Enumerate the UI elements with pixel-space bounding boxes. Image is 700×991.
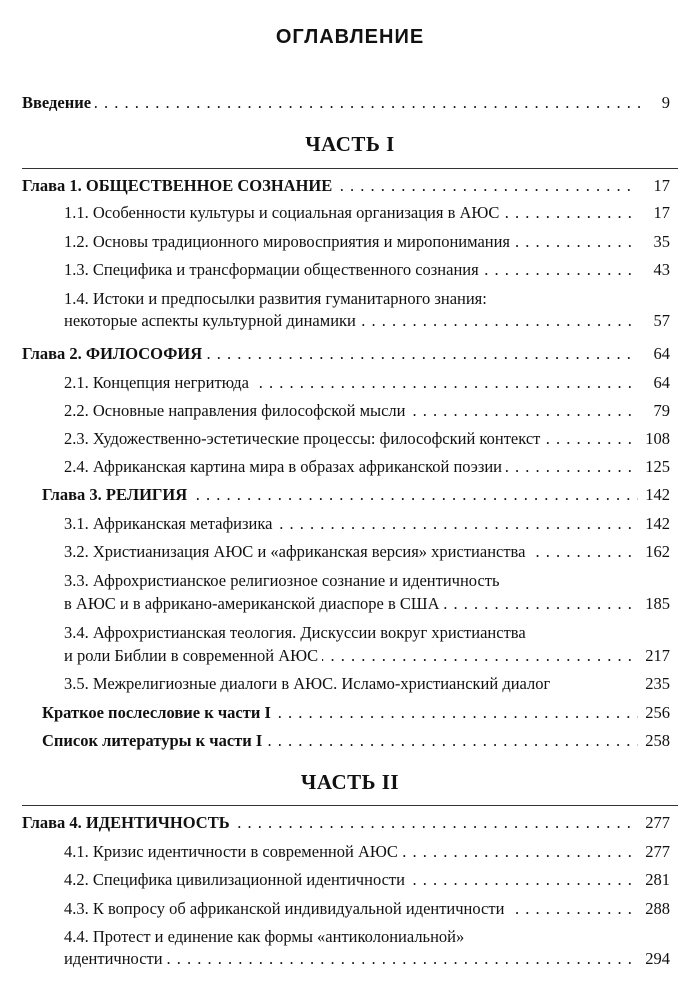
toc-entry-label: 4.1. Кризис идентичности в современной АЮС (64, 841, 402, 863)
divider (22, 168, 678, 169)
toc-section-1-3[interactable] (0, 259, 700, 281)
toc-page-number: 281 (641, 869, 670, 891)
toc-section-1-1[interactable] (0, 202, 700, 224)
toc-section-3-2[interactable] (0, 541, 700, 563)
toc-section-1-4[interactable] (0, 310, 700, 332)
toc-entry-label: 1.2. Основы традиционного мировосприятия и миропонимания (64, 231, 514, 253)
toc-page-number: 294 (641, 948, 670, 970)
toc-page-number: 17 (650, 175, 671, 197)
toc-page-number: 125 (641, 456, 670, 478)
toc-section-4-1[interactable] (0, 841, 700, 863)
toc-chapter-4[interactable] (0, 812, 700, 834)
toc-entry-label: 3.2. Христианизация АЮС и «африканская версия» христианства (64, 541, 529, 563)
toc-entry-label: Глава 1. ОБЩЕСТВЕННОЕ СОЗНАНИЕ (22, 175, 336, 197)
toc-chapter-2[interactable] (0, 343, 700, 365)
toc-section-3-3[interactable] (0, 593, 700, 615)
toc-page-number: 217 (641, 645, 670, 667)
toc-page-number: 185 (641, 593, 670, 615)
toc-section-3-3-line1: 3.3. Афрохристианское религиозное сознание и идентичность (64, 571, 500, 590)
toc-section-4-2[interactable] (0, 869, 700, 891)
toc-section-3-5[interactable] (0, 673, 700, 695)
toc-section-1-4-line1: 1.4. Истоки и предпосылки развития гуманитарного знания: (64, 289, 487, 308)
toc-page-number: 142 (641, 484, 670, 506)
toc-page-number: 57 (650, 310, 671, 332)
toc-page-number: 35 (650, 231, 671, 253)
toc-entry-label: 2.3. Художественно-эстетические процессы: философский контекст (64, 428, 544, 450)
toc-entry-label: Краткое послесловие к части I (42, 702, 275, 724)
toc-page-number: 288 (641, 898, 670, 920)
toc-page-number: 64 (650, 372, 671, 394)
toc-section-2-4[interactable] (0, 456, 700, 478)
toc-chapter-3[interactable] (0, 484, 700, 506)
part-1-title: ЧАСТЬ I (305, 132, 395, 156)
toc-page-number: 162 (641, 541, 670, 563)
toc-page-number: 17 (650, 202, 671, 224)
toc-entry-label: 2.1. Концепция негритюда (64, 372, 253, 394)
toc-entry-label: 2.4. Африканская картина мира в образах африканской поэзии (64, 456, 506, 478)
toc-section-4-4[interactable] (0, 948, 700, 970)
toc-entry-label: и роли Библии в современной АЮС (64, 645, 322, 667)
toc-section-2-2[interactable] (0, 400, 700, 422)
toc-entry-label: 2.2. Основные направления философской мысли (64, 400, 410, 422)
toc-entry-label: 1.3. Специфика и трансформации общественного сознания (64, 259, 483, 281)
toc-section-1-2[interactable] (0, 231, 700, 253)
toc-page-number: 79 (650, 400, 671, 422)
toc-page-number: 235 (641, 673, 670, 695)
toc-entry-introduction[interactable] (0, 92, 700, 114)
toc-entry-afterword[interactable] (0, 702, 700, 724)
divider (22, 805, 678, 806)
toc-page-number: 258 (641, 730, 670, 752)
toc-entry-label: Введение (22, 92, 95, 114)
toc-entry-label: 3.5. Межрелигиозные диалоги в АЮС. Исламо-христианский диалог (64, 673, 554, 695)
toc-entry-label: в АЮС и в африкано-американской диаспоре в США (64, 593, 443, 615)
toc-section-4-4-line1: 4.4. Протест и единение как формы «антиколониальной» (64, 927, 465, 946)
toc-page-number: 64 (650, 343, 671, 365)
toc-section-2-1[interactable] (0, 372, 700, 394)
toc-page-number: 277 (641, 812, 670, 834)
toc-entry-references[interactable] (0, 730, 700, 752)
toc-entry-label: Список литературы к части I (42, 730, 266, 752)
toc-section-4-3[interactable] (0, 898, 700, 920)
toc-section-3-4[interactable] (0, 645, 700, 667)
toc-chapter-1[interactable] (0, 175, 700, 197)
toc-page-number: 9 (658, 92, 670, 114)
page-title: ОГЛАВЛЕНИЕ (275, 26, 425, 48)
toc-entry-label: 3.1. Африканская метафизика (64, 513, 276, 535)
toc-page-number: 256 (641, 702, 670, 724)
toc-entry-label: идентичности (64, 948, 167, 970)
part-2-title: ЧАСТЬ II (300, 770, 400, 794)
toc-entry-label: Глава 2. ФИЛОСОФИЯ (22, 343, 206, 365)
toc-entry-label: Глава 4. ИДЕНТИЧНОСТЬ (22, 812, 234, 834)
toc-section-3-4-line1: 3.4. Афрохристианская теология. Дискуссии вокруг христианства (64, 623, 526, 642)
toc-entry-label: Глава 3. РЕЛИГИЯ (42, 484, 191, 506)
toc-entry-label: некоторые аспекты культурной динамики (64, 310, 360, 332)
leader-dots (22, 92, 640, 114)
toc-page-number: 142 (641, 513, 670, 535)
toc-page-number: 277 (641, 841, 670, 863)
toc-entry-label: 1.1. Особенности культуры и социальная организация в АЮС (64, 202, 503, 224)
toc-page-number: 108 (641, 428, 670, 450)
toc-section-3-1[interactable] (0, 513, 700, 535)
toc-section-2-3[interactable] (0, 428, 700, 450)
toc-entry-label: 4.2. Специфика цивилизационной идентичности (64, 869, 409, 891)
toc-entry-label: 4.3. К вопросу об африканской индивидуальной идентичности (64, 898, 508, 920)
toc-page-number: 43 (650, 259, 671, 281)
